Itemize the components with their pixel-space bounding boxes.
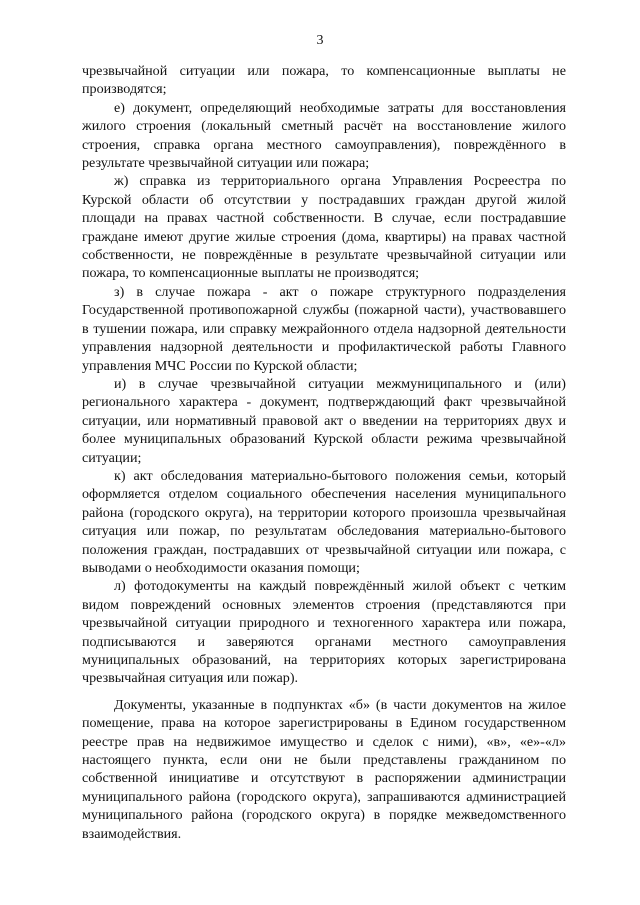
paragraph-item-k: к) акт обследования материально-бытового положения семьи, который оформляется отделом социального обеспечения населения муниципального района (городского округа), на территории которого произошла чрезвычайная ситуация или пожар, по результатам обследования материально-бытового положения граждан, пострадавших от чрезвычайной ситуации или пожара, с выводами о необходимости оказания помощи;	[82, 467, 566, 576]
paragraph-item-e: е) документ, определяющий необходимые затраты для восстановления жилого строения (локальный сметный расчёт на восстановление жилого строения, справка органа местного самоуправления), повреждённого в результате чрезвычайной ситуации или пожара;	[82, 99, 566, 172]
paragraph-item-i: и) в случае чрезвычайной ситуации межмуниципального и (или) регионального характера - документ, подтверждающий факт чрезвычайной ситуации, или нормативный правовой акт о введении на территориях двух и более муниципальных образований Курской области режима чрезвычайной ситуации;	[82, 375, 566, 466]
paragraph-item-l: л) фотодокументы на каждый повреждённый жилой объект с четким видом повреждений основных элементов строения (представляются при чрезвычайной ситуации природного и техногенного характера или пожара, подписываются и заверяются органами местного самоуправления муниципальных образований, на территориях которых зарегистрирована чрезвычайная ситуация или пожар).	[82, 578, 566, 687]
paragraph-documents-request: Документы, указанные в подпунктах «б» (в части документов на жилое помещение, права на которое зарегистрированы в Едином государственном реестре прав на недвижимое имущество и сделок с ними), «в», «е»-«л» настоящего пункта, если они не были представлены гражданином по собственной инициативе и отсутствуют в распоряжении администрации муниципального района (городского округа), запрашиваются администрацией муниципального района (городского округа) в порядке межведомственного взаимодействия.	[82, 696, 566, 842]
paragraph-item-zh: ж) справка из территориального органа Управления Росреестра по Курской области об отсутствии у пострадавших граждан другой жилой площади на правах частной собственности. В случае, если пострадавшие граждане имеют другие жилые строения (дома, квартиры) на правах частной собственности, не повреждённые в результате чрезвычайной ситуации или пожара, то компенсационные выплаты не производятся;	[82, 173, 566, 282]
document-body	[82, 62, 566, 843]
paragraph-continuation: чрезвычайной ситуации или пожара, то компенсационные выплаты не производятся;	[82, 63, 566, 98]
paragraph-item-z: з) в случае пожара - акт о пожаре структурного подразделения Государственной противопожарной службы (пожарной части), участвовавшего в тушении пожара, или справку межрайонного отдела надзорной деятельности управления надзорной деятельности и профилактической работы Главного управления МЧС России по Курской области;	[82, 283, 566, 374]
page-number: 3	[316, 33, 324, 48]
